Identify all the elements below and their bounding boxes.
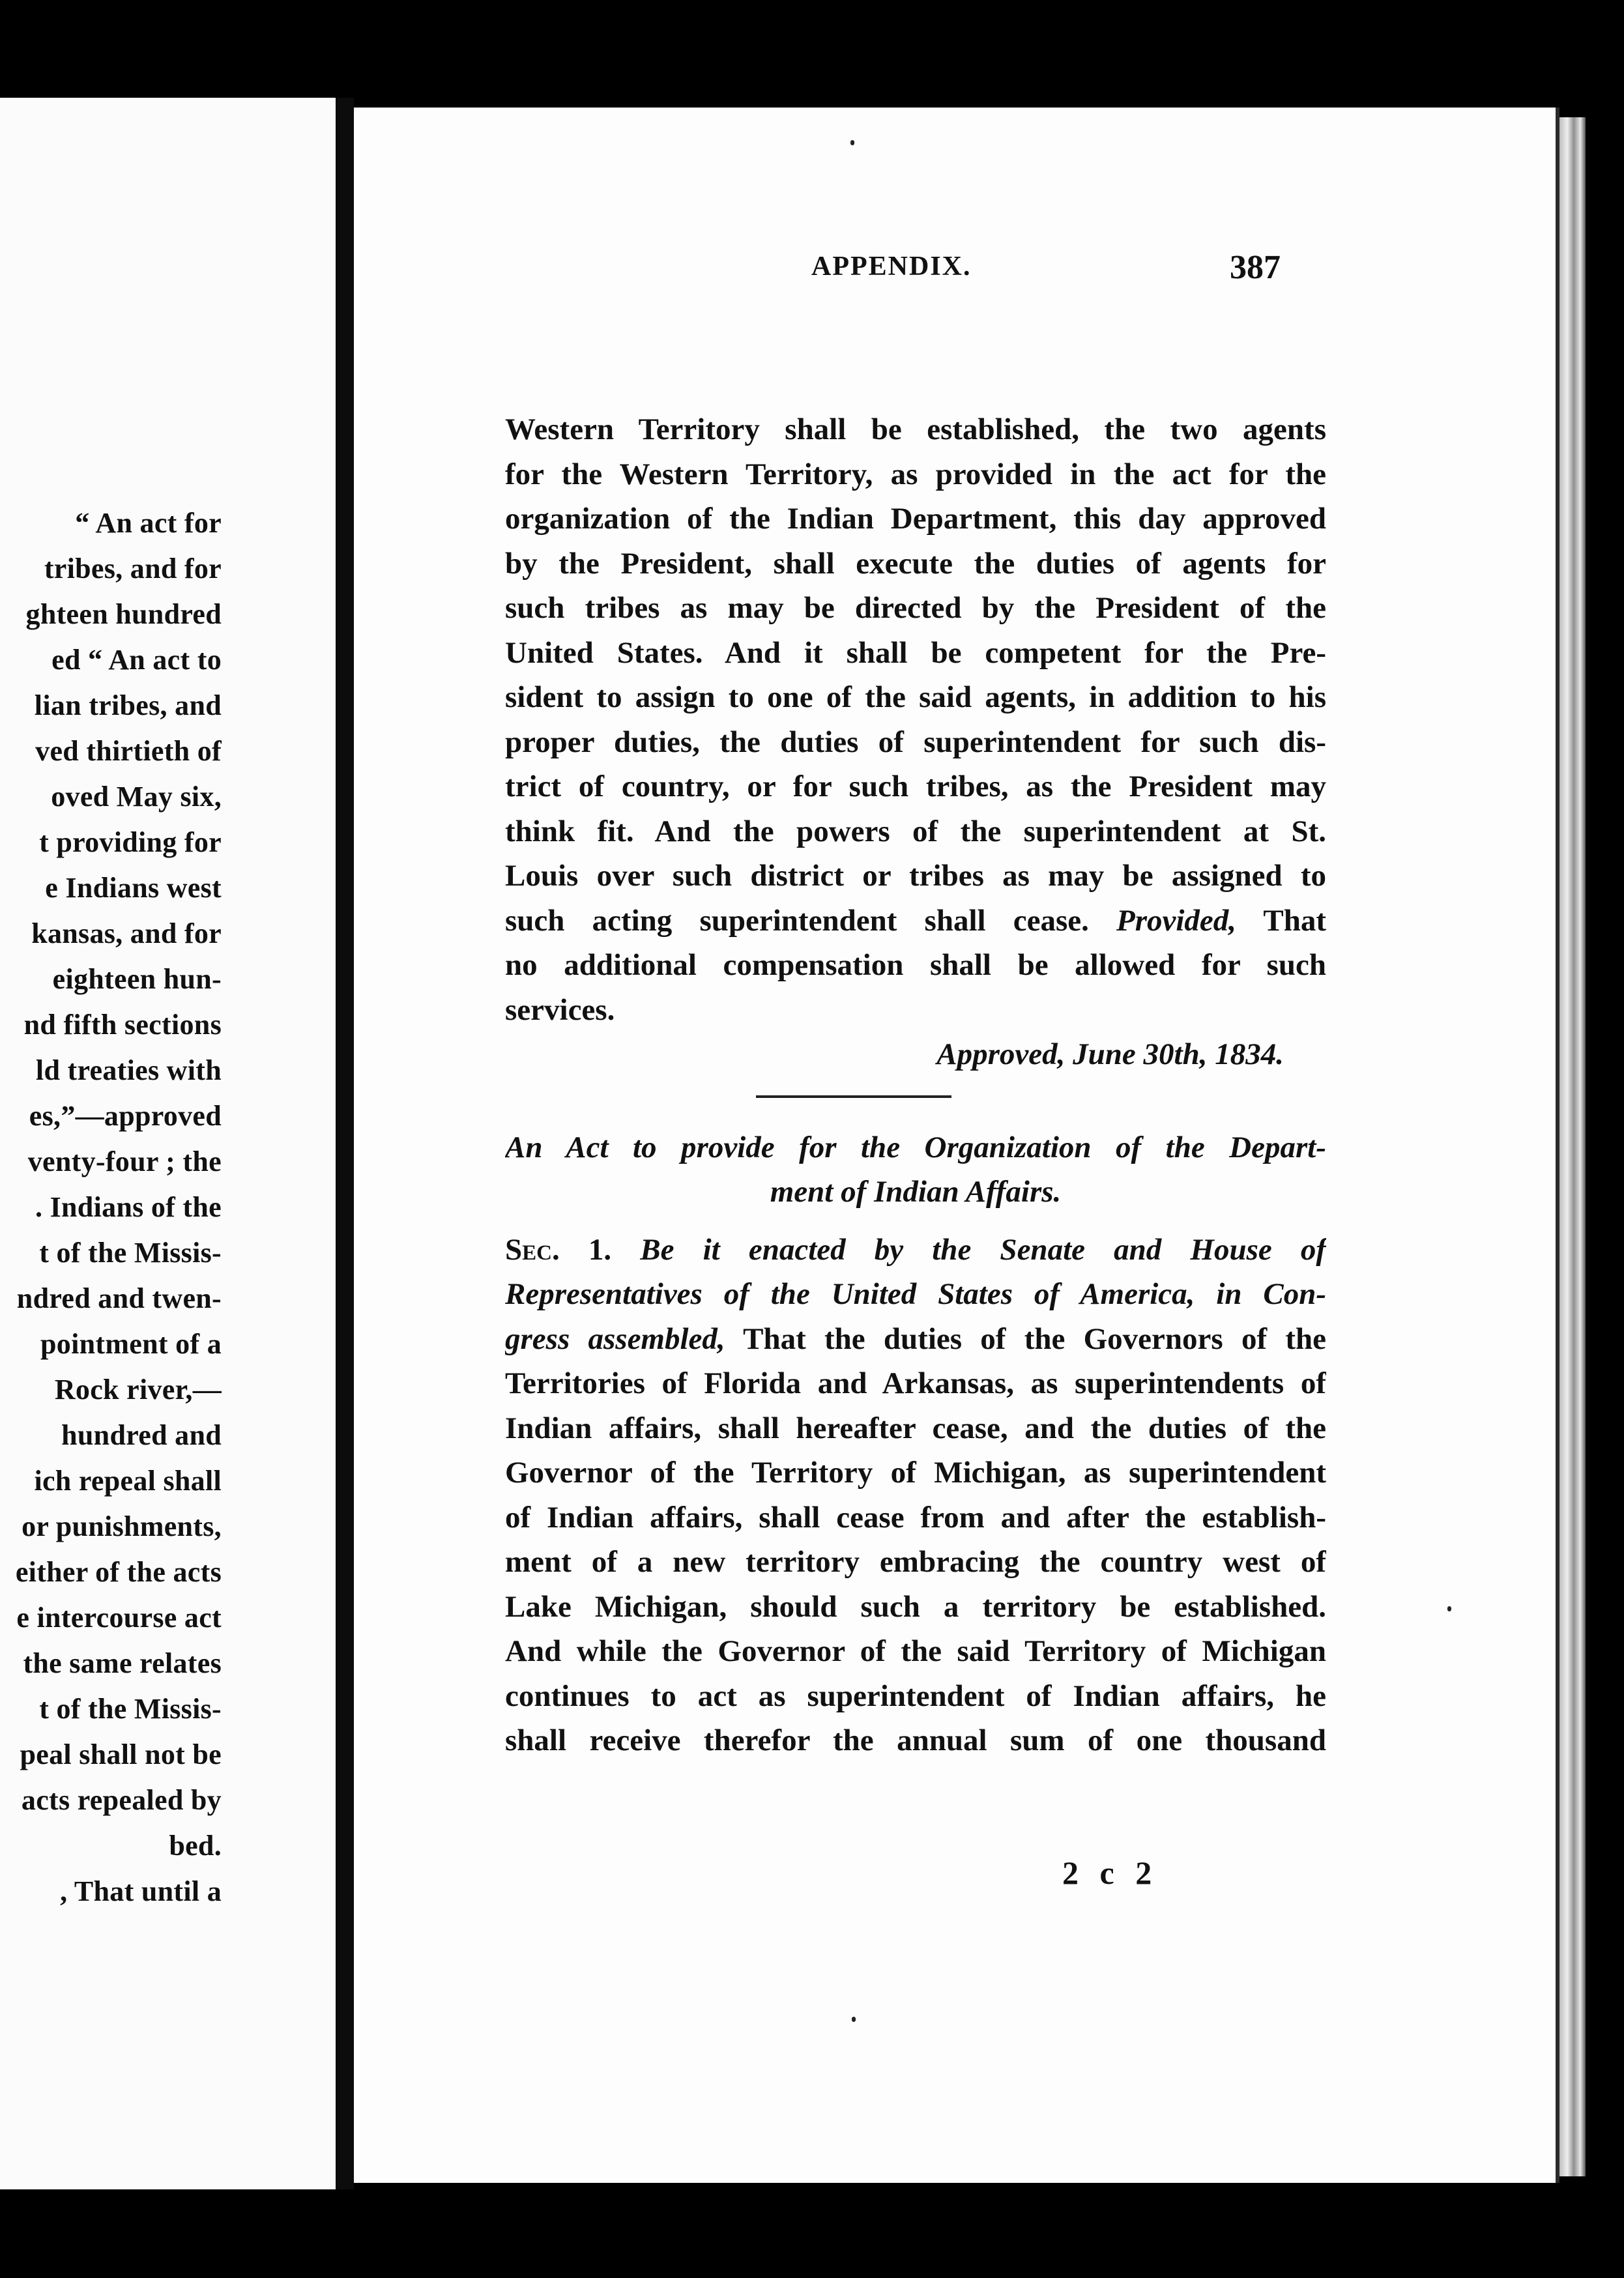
book-gutter — [336, 98, 354, 2189]
text-line: shall receive therefor the annual sum of one thousand — [505, 1723, 1326, 1757]
text-line: sident to assign to one of the said agents, in addition to his — [505, 680, 1326, 714]
left-page-line: peal shall not be — [20, 1738, 222, 1770]
ink-speck — [1447, 1606, 1451, 1611]
text-line: Western Territory shall be established, the two agents — [505, 412, 1326, 446]
left-page-line: ich repeal shall — [34, 1465, 222, 1497]
left-page-line: . Indians of the — [35, 1191, 222, 1223]
left-page-line: Rock river,— — [54, 1374, 222, 1406]
left-page-line: ved thirtieth of — [35, 735, 222, 767]
left-page-line: kansas, and for — [31, 917, 222, 949]
left-page-line: lian tribes, and — [34, 689, 222, 721]
section-heading-line — [505, 1228, 1326, 1273]
text-line: And while the Governor of the said Territory of Michigan — [505, 1634, 1326, 1668]
text-line: Representatives of the United States of America, in Con- — [505, 1277, 1326, 1311]
text-segment: That the duties of the Governors of the — [743, 1321, 1326, 1356]
running-title: APPENDIX. — [811, 252, 972, 281]
text-line: such tribes as may be directed by the President of the — [505, 591, 1326, 625]
left-page-line: oved May six, — [51, 781, 222, 813]
left-page-line: t of the Missis- — [39, 1237, 222, 1269]
text-line: no additional compensation shall be allowed for such — [505, 948, 1326, 982]
text-line: for the Western Territory, as provided in the act for the — [505, 457, 1326, 491]
ink-speck — [852, 2017, 856, 2022]
left-page-line: bed. — [169, 1830, 222, 1862]
text-line: think fit. And the powers of the superintendent at St. — [505, 814, 1326, 848]
enacting-clause: gress assembled, — [505, 1321, 725, 1356]
that-word: That — [1263, 903, 1326, 938]
text-line: continues to act as superintendent of Indian affairs, he — [505, 1679, 1326, 1713]
left-page-line: ghteen hundred — [25, 598, 222, 630]
left-page-line: either of the acts — [15, 1556, 222, 1588]
text-line: trict of country, or for such tribes, as the President may — [505, 770, 1326, 803]
section-label: Sec. 1. — [505, 1232, 612, 1267]
left-page-line: nd fifth sections — [23, 1009, 222, 1041]
left-page-line: venty-four ; the — [27, 1146, 222, 1177]
text-line: organization of the Indian Department, this day approved — [505, 502, 1326, 536]
text-line: United States. And it shall be competent for the Pre- — [505, 635, 1326, 670]
ink-speck — [850, 140, 854, 145]
approved-date: Approved, June 30th, 1834. — [936, 1037, 1284, 1071]
text-line: ment of a new territory embracing the country west of — [505, 1545, 1326, 1579]
left-page-line: es,”—approved — [29, 1100, 222, 1132]
text-line — [505, 899, 1326, 944]
text-line: Governor of the Territory of Michigan, as superintendent — [505, 1456, 1326, 1490]
enacting-clause: Be it enacted by the Senate and House of — [640, 1232, 1326, 1267]
left-page-line: hundred and — [61, 1419, 222, 1451]
act-title-line: ment of Indian Affairs. — [770, 1175, 1062, 1209]
text-segment: such acting superintendent shall cease. — [505, 903, 1089, 938]
left-page-line: or punishments, — [22, 1510, 222, 1542]
text-line: Indian affairs, shall hereafter cease, and the duties of the — [505, 1411, 1326, 1445]
left-page-line: e intercourse act — [16, 1602, 222, 1634]
left-page-line: , That until a — [60, 1875, 222, 1907]
page-number: 387 — [1230, 249, 1281, 286]
facing-left-page — [0, 98, 336, 2189]
section-rule — [756, 1095, 951, 1098]
left-page-line: eighteen hun- — [52, 963, 222, 995]
left-page-line: ld treaties with — [35, 1054, 222, 1086]
left-page-line: the same relates — [23, 1647, 222, 1679]
left-page-line: acts repealed by — [21, 1784, 222, 1816]
page-text — [505, 407, 1326, 1763]
text-line: Louis over such district or tribes as may be assigned to — [505, 859, 1326, 893]
left-page-line: t providing for — [39, 826, 222, 858]
left-page-line: ndred and twen- — [16, 1282, 222, 1314]
page-edge — [1559, 117, 1586, 2176]
text-line: of Indian affairs, shall cease from and after the establish- — [505, 1500, 1326, 1535]
text-line: Territories of Florida and Arkansas, as superintendents of — [505, 1366, 1326, 1400]
text-line: by the President, shall execute the duties of agents for — [505, 546, 1326, 581]
act-title-line: An Act to provide for the Organization of the Depart- — [505, 1130, 1326, 1164]
left-page-line: ed “ An act to — [51, 644, 222, 676]
left-page-line: e Indians west — [45, 872, 222, 904]
left-page-line: t of the Missis- — [39, 1693, 222, 1725]
left-page-line: “ An act for — [75, 507, 222, 539]
left-page-line: pointment of a — [40, 1328, 222, 1360]
text-line: Lake Michigan, should such a territory be established. — [505, 1589, 1326, 1624]
text-line: services. — [505, 992, 615, 1027]
text-line: proper duties, the duties of superintendent for such dis- — [505, 725, 1326, 759]
left-page-line: tribes, and for — [44, 553, 222, 584]
text-line — [505, 1317, 1326, 1362]
signature-mark: 2 c 2 — [1062, 1854, 1159, 1891]
running-head — [459, 251, 1281, 296]
provided-word: Provided, — [1116, 903, 1237, 938]
